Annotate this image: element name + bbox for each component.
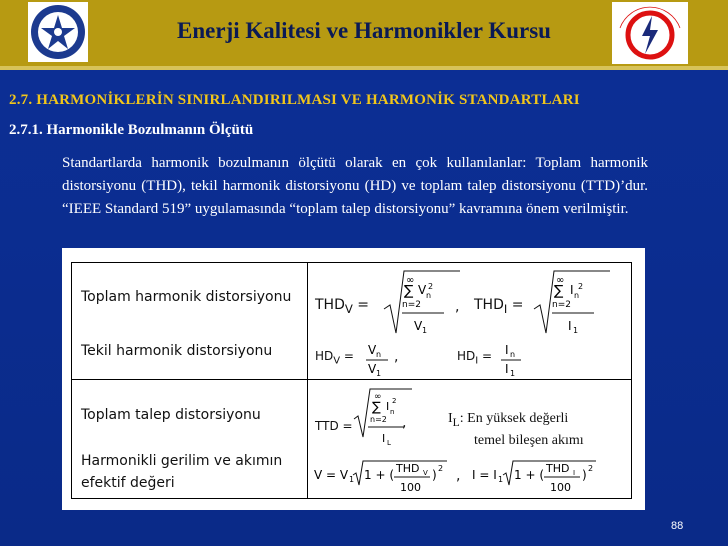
- hd-v-symbol: HD: [315, 349, 334, 363]
- subsection-heading: 2.7.1. Harmonikle Bozulmanın Ölçütü: [9, 122, 254, 138]
- thd-v-subscript: V: [344, 301, 353, 316]
- svg-text:1: 1: [422, 326, 428, 335]
- svg-text:V: V: [368, 343, 377, 357]
- svg-text:L: L: [387, 439, 391, 447]
- svg-text:n: n: [574, 291, 580, 300]
- row-label-rms-2: efektif değeri: [81, 475, 175, 491]
- svg-text:1 + (: 1 + (: [514, 468, 544, 482]
- svg-text:∑: ∑: [554, 283, 564, 299]
- svg-text:2: 2: [588, 464, 594, 473]
- svg-text:2: 2: [438, 464, 444, 473]
- svg-text:n: n: [426, 291, 432, 300]
- svg-text:2: 2: [428, 282, 434, 291]
- thd-i-symbol: THD: [474, 297, 504, 313]
- thd-v-sum-upper: ∞: [406, 275, 415, 286]
- svg-text:2: 2: [578, 282, 584, 291]
- table-column-divider: [307, 263, 308, 498]
- svg-text:n: n: [376, 350, 382, 359]
- svg-text:I: I: [573, 469, 576, 477]
- svg-text:1: 1: [376, 369, 382, 377]
- thd-i-formula: $THD_I$ =: [474, 297, 524, 316]
- formula-panel: [62, 248, 645, 510]
- svg-text:I = I: I = I: [472, 468, 497, 482]
- hd-i-fraction: [497, 341, 537, 377]
- hd-v-subscript: V: [333, 355, 341, 367]
- svg-text:V = V: V = V: [314, 468, 349, 482]
- thd-v-sum-lower: n=2: [402, 300, 421, 310]
- svg-text:1: 1: [498, 475, 504, 484]
- svg-text:1: 1: [510, 369, 516, 377]
- svg-text:THD: THD: [396, 462, 420, 475]
- hd-i-formula: $HD_I$ =: [457, 349, 493, 367]
- svg-text:1: 1: [573, 326, 579, 335]
- svg-text:∞: ∞: [374, 392, 382, 402]
- svg-text:): ): [582, 468, 587, 482]
- svg-text:V: V: [414, 319, 423, 333]
- hd-v-formula: $HD_V$ =: [315, 349, 354, 367]
- svg-text:1 + (: 1 + (: [364, 468, 394, 482]
- svg-text:2: 2: [392, 397, 397, 405]
- svg-text:∑: ∑: [372, 400, 381, 415]
- svg-text:n: n: [390, 408, 395, 416]
- i-rms-formula: [470, 453, 620, 497]
- il-note-symbol: I: [448, 411, 453, 426]
- il-note: [448, 411, 568, 429]
- teias-logo: [612, 2, 688, 64]
- thd-v-formula: $THD_V$ =: [315, 297, 370, 316]
- svg-text:V: V: [368, 362, 377, 376]
- il-note-subscript: L: [452, 415, 460, 429]
- ttd-symbol: TTD: [315, 419, 339, 433]
- table-row-divider: [72, 379, 631, 380]
- hd-i-subscript: I: [475, 355, 479, 367]
- svg-text:I: I: [382, 432, 386, 445]
- section-heading: 2.7. HARMONİKLERİN SINIRLANDIRILMASI VE HARMONİK STANDARTLARI: [9, 92, 580, 108]
- svg-text:∑: ∑: [404, 283, 414, 299]
- v-rms-formula: [312, 453, 462, 497]
- svg-text:I: I: [505, 362, 509, 376]
- svg-text:V: V: [418, 283, 427, 297]
- svg-text:I: I: [568, 319, 572, 333]
- il-note-line2: temel bileşen akımı: [474, 433, 584, 448]
- intro-paragraph: Standartlarda harmonik bozulmanın ölçütü olarak en çok kullanılanlar: Toplam harmonik distorsiyonu (THD), tekil harmonik distorsiyonu (HD) ve toplam talep distorsiyonu (TTD)’dur. “IEEE Standard 519” uygulamasında “toplam talep distorsiyonu” kavramına önem verilmiştir.: [62, 155, 648, 217]
- svg-text:V: V: [423, 469, 428, 477]
- svg-text:100: 100: [550, 481, 571, 494]
- page-number: 88: [671, 520, 684, 532]
- svg-text:): ): [432, 468, 437, 482]
- svg-text:n=2: n=2: [552, 300, 571, 310]
- il-note-text: : En yüksek değerli: [459, 411, 569, 426]
- thd-i-expression: [532, 265, 612, 343]
- formula-table: Toplam harmonik distorsiyonu Tekil harmonik distorsiyonu Toplam talep distorsiyonu Harmonikli gerilim ve akımın efektif değeri $THD_V$ = ∞ ∑ V n 2 n=2 V 1 , $THD_I$ = ∞ ∑ I n 2 n=2 I 1 $HD_V$ = V n V 1 , $HD_I$ = I n I 1 TTD = ∞ ∑ I n 2 n=2 I L , $I_L$: En yüksek değerli temel bileşen akımı V = V 1 1 + ( THD V 100 ) 2 , I = I 1 1 + ( THD I 100 ) 2: [71, 262, 632, 499]
- thd-i-subscript: I: [503, 301, 508, 316]
- svg-text:THD: THD: [546, 462, 570, 475]
- ttd-formula: TTD =: [315, 419, 353, 433]
- title-underline: [0, 66, 728, 70]
- svg-text:100: 100: [400, 481, 421, 494]
- svg-text:1: 1: [349, 475, 355, 484]
- hd-i-symbol: HD: [457, 349, 476, 363]
- row-label-rms-1: Harmonikli gerilim ve akımın: [81, 453, 283, 469]
- slide-title: Enerji Kalitesi ve Harmonikler Kursu: [177, 18, 551, 43]
- thd-v-expression: [382, 265, 462, 343]
- svg-text:n: n: [510, 350, 516, 359]
- svg-text:I: I: [386, 400, 390, 413]
- thd-v-symbol: THD: [315, 297, 345, 313]
- row-label-hd: Tekil harmonik distorsiyonu: [81, 343, 273, 359]
- row-label-thd: Toplam harmonik distorsiyonu: [81, 289, 292, 305]
- svg-text:I: I: [505, 343, 509, 357]
- row-label-ttd: Toplam talep distorsiyonu: [81, 407, 261, 423]
- svg-text:I: I: [570, 283, 574, 297]
- svg-text:n=2: n=2: [370, 415, 387, 424]
- svg-text:∞: ∞: [556, 275, 565, 286]
